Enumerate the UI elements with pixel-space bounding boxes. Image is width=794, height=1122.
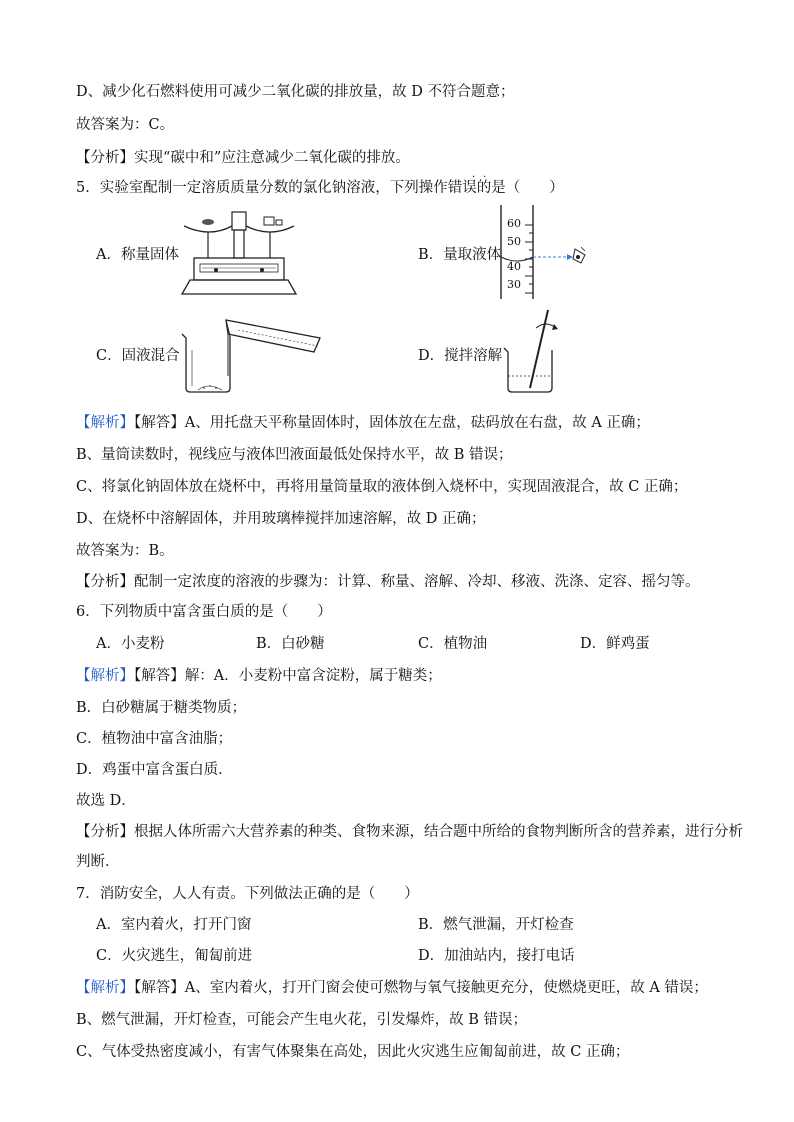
text-line: 故选 D． xyxy=(76,793,136,809)
q5-option-c: C．固液混合 xyxy=(96,348,180,364)
q7-option-a: A．室内着火，打开门窗 xyxy=(96,917,252,933)
text-line: C．植物油中富含油脂； xyxy=(76,731,233,747)
text-line: D、在烧杯中溶解固体，并用玻璃棒搅拌加速溶解，故 D 正确； xyxy=(76,511,486,527)
q7-option-b: B．燃气泄漏，开灯检查 xyxy=(418,917,574,933)
q6-option-c: C．植物油 xyxy=(418,636,488,652)
q5-option-a: A．称量固体 xyxy=(96,247,179,263)
q6-option-a: A．小麦粉 xyxy=(96,636,165,652)
cylinder-figure xyxy=(497,205,597,301)
q5-option-d: D．搅拌溶解 xyxy=(418,348,503,364)
cylinder-tick-60: 60 xyxy=(507,217,521,230)
text-line: B、燃气泄漏，开灯检查，可能会产生电火花，引发爆炸，故 B 错误； xyxy=(76,1012,528,1028)
analysis-line xyxy=(76,413,650,433)
answer-text: 【解答】A、室内着火，打开门窗会使可燃物与氧气接触更充分，使燃烧更旺，故 A 错误； xyxy=(134,980,708,996)
analysis-line: 【分析】配制一定浓度的溶液的步骤为：计算、称量、溶解、冷却、移液、洗涤、定容、摇匀等。 xyxy=(76,574,700,590)
text-line: 故答案为：B。 xyxy=(76,543,174,559)
cylinder-tick-40: 40 xyxy=(507,260,521,273)
analysis-tag: 【解析】 xyxy=(76,415,134,431)
analysis-line xyxy=(76,978,708,998)
text-line: 判断． xyxy=(76,854,120,870)
q6-option-b: B．白砂糖 xyxy=(256,636,325,652)
q5-option-b: B．量取液体 xyxy=(418,247,502,263)
answer-text: 【解答】A、用托盘天平称量固体时，固体放在左盘，砝码放在右盘，故 A 正确； xyxy=(134,415,650,431)
q7-option-c: C．火灾逃生，匍匐前进 xyxy=(96,948,253,964)
analysis-line: 【分析】根据人体所需六大营养素的种类、食物来源，结合题中所给的食物判断所含的营养素，进行分析 xyxy=(76,824,743,840)
text-line: 故答案为：C。 xyxy=(76,117,175,133)
question-7: 7．消防安全，人人有责。下列做法正确的是（ ） xyxy=(76,886,419,902)
analysis-line: 【分析】实现“碳中和”应注意减少二氧化碳的排放。 xyxy=(76,150,410,166)
cylinder-tick-30: 30 xyxy=(507,278,521,291)
balance-figure xyxy=(180,208,298,296)
text-line: B．白砂糖属于糖类物质； xyxy=(76,700,247,716)
question-5: 5．实验室配制一定溶质质量分数的氯化钠溶液，下列操作错误的是（ ） xyxy=(76,180,564,196)
question-6: 6．下列物质中富含蛋白质的是（ ） xyxy=(76,604,332,620)
text-line: D、减少化石燃料使用可减少二氧化碳的排放量，故 D 不符合题意； xyxy=(76,84,515,100)
text-line: B、量筒读数时，视线应与液体凹液面最低处保持水平，故 B 错误； xyxy=(76,447,513,463)
text-line: C、将氯化钠固体放在烧杯中，再将用量筒量取的液体倒入烧杯中，实现固液混合，故 C 正确； xyxy=(76,479,688,495)
analysis-tag: 【解析】 xyxy=(76,668,134,684)
analysis-line xyxy=(76,666,442,686)
cylinder-tick-50: 50 xyxy=(507,235,521,248)
emphasis-dots: ·· xyxy=(472,172,495,183)
answer-text: 【解答】解：A．小麦粉中富含淀粉，属于糖类； xyxy=(134,668,442,684)
pouring-figure xyxy=(178,316,324,396)
text-line: D．鸡蛋中富含蛋白质． xyxy=(76,762,233,778)
q7-option-d: D．加油站内，接打电话 xyxy=(418,948,575,964)
text-line: C、气体受热密度减小，有害气体聚集在高处，因此火灾逃生应匍匐前进，故 C 正确； xyxy=(76,1044,630,1060)
analysis-tag: 【解析】 xyxy=(76,980,134,996)
q6-option-d: D．鲜鸡蛋 xyxy=(580,636,650,652)
stirring-figure xyxy=(500,306,566,396)
